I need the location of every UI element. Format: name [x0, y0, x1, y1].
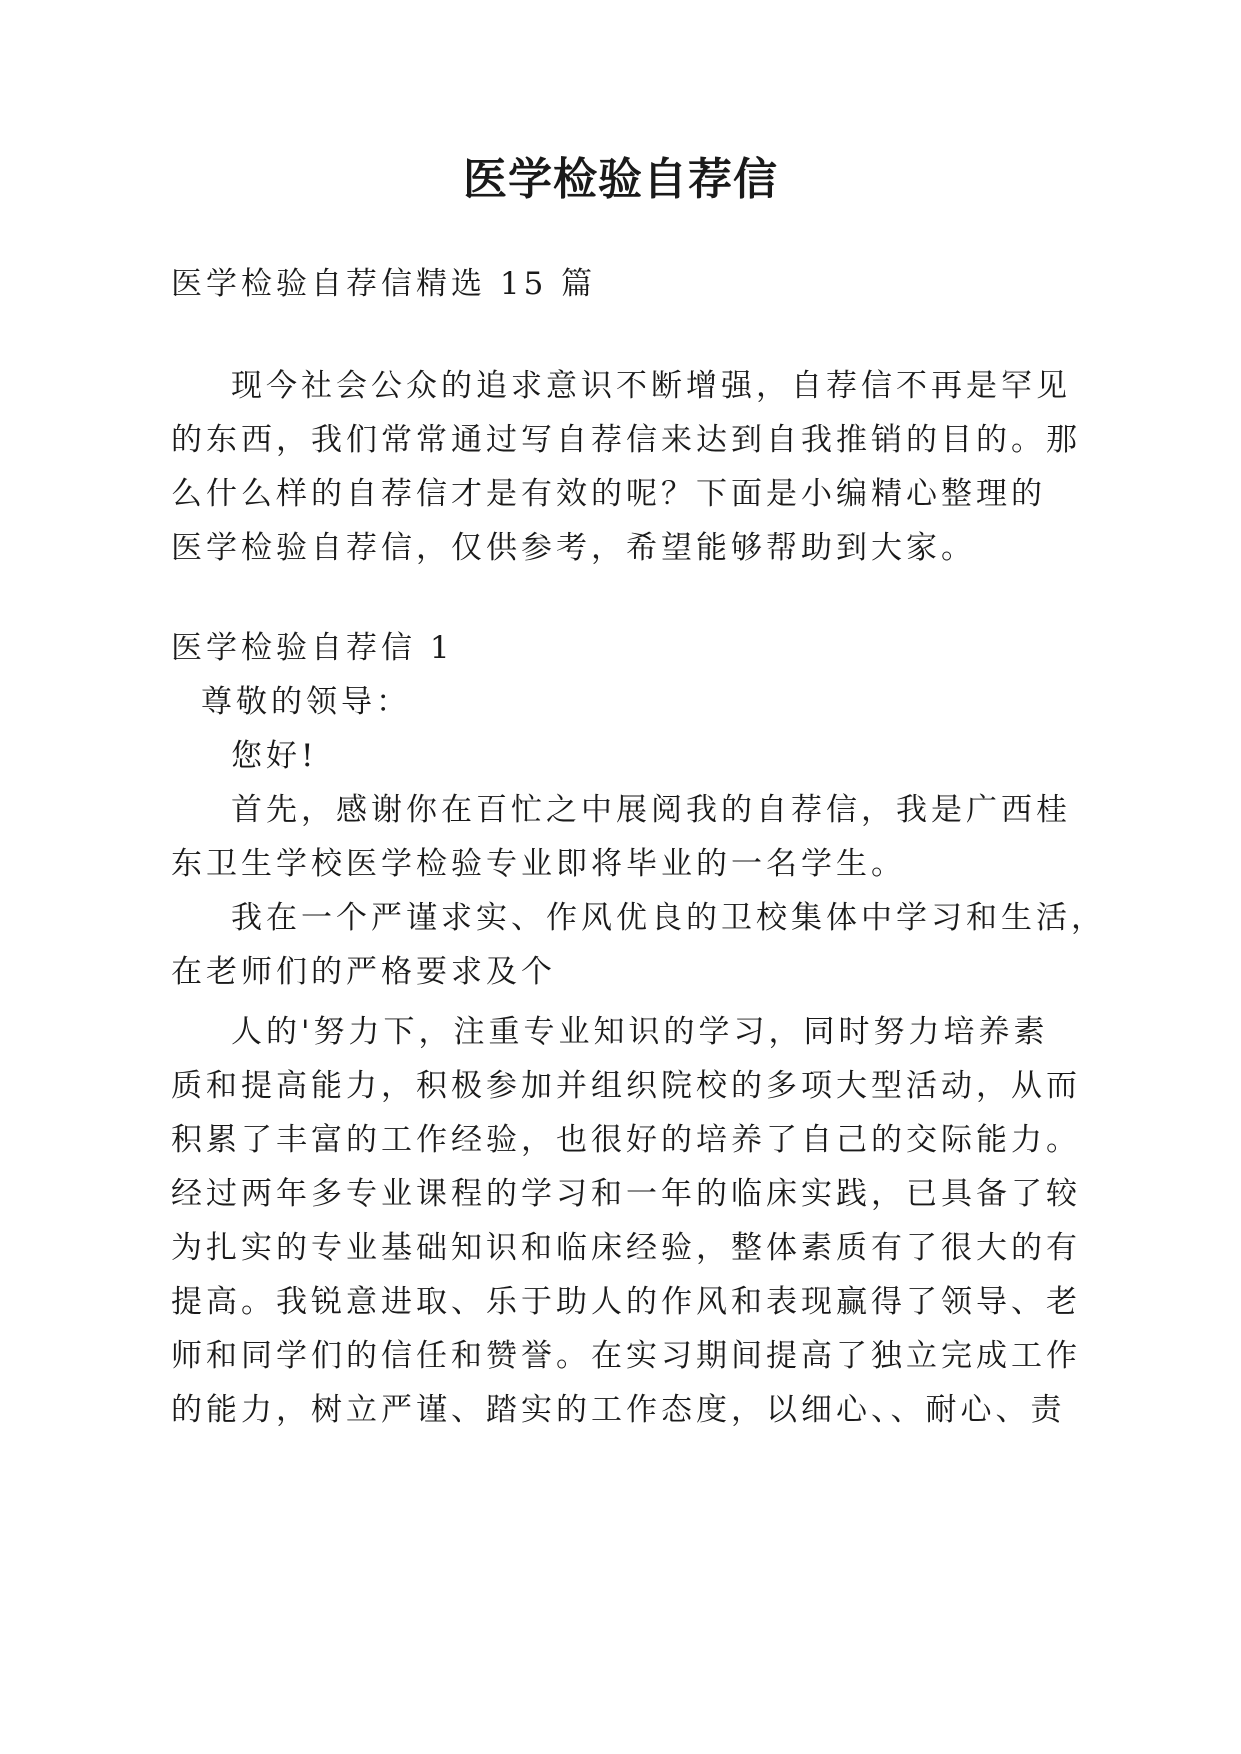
letter-body-line: 我在一个严谨求实、作风优良的卫校集体中学习和生活，: [231, 900, 1106, 936]
letter-body-line: 在老师们的严格要求及个: [171, 954, 556, 990]
letter-body-line: 经过两年多专业课程的学习和一年的临床实践，已具备了较: [171, 1176, 1081, 1212]
letter-body-line: 为扎实的专业基础知识和临床经验，整体素质有了很大的有: [171, 1230, 1081, 1266]
letter-body-line: 的能力，树立严谨、踏实的工作态度，以细心、、耐心、责: [171, 1392, 1066, 1428]
document-title: 医学检验自荐信: [463, 154, 778, 205]
document-subtitle: 医学检验自荐信精选 15 篇: [171, 266, 597, 302]
intro-line-2: 的东西，我们常常通过写自荐信来达到自我推销的目的。那: [171, 422, 1081, 458]
letter-heading: 医学检验自荐信 1: [171, 630, 454, 666]
intro-line-3: 么什么样的自荐信才是有效的呢？下面是小编精心整理的: [171, 476, 1046, 512]
letter-body-line: 提高。我锐意进取、乐于助人的作风和表现赢得了领导、老: [171, 1284, 1081, 1320]
intro-line-1: 现今社会公众的追求意识不断增强，自荐信不再是罕见: [231, 368, 1071, 404]
letter-body-line: 人的'努力下，注重专业知识的学习，同时努力培养素: [231, 1014, 1049, 1050]
letter-body-line: 首先，感谢你在百忙之中展阅我的自荐信，我是广西桂: [231, 792, 1071, 828]
intro-line-4: 医学检验自荐信，仅供参考，希望能够帮助到大家。: [171, 530, 976, 566]
letter-body-line: 东卫生学校医学检验专业即将毕业的一名学生。: [171, 846, 906, 882]
letter-salutation: 尊敬的领导：: [201, 684, 411, 720]
letter-body-line: 积累了丰富的工作经验，也很好的培养了自己的交际能力。: [171, 1122, 1081, 1158]
letter-body-line: 质和提高能力，积极参加并组织院校的多项大型活动，从而: [171, 1068, 1081, 1104]
letter-greeting: 您好!: [231, 738, 318, 774]
letter-body-line: 师和同学们的信任和赞誉。在实习期间提高了独立完成工作: [171, 1338, 1081, 1374]
